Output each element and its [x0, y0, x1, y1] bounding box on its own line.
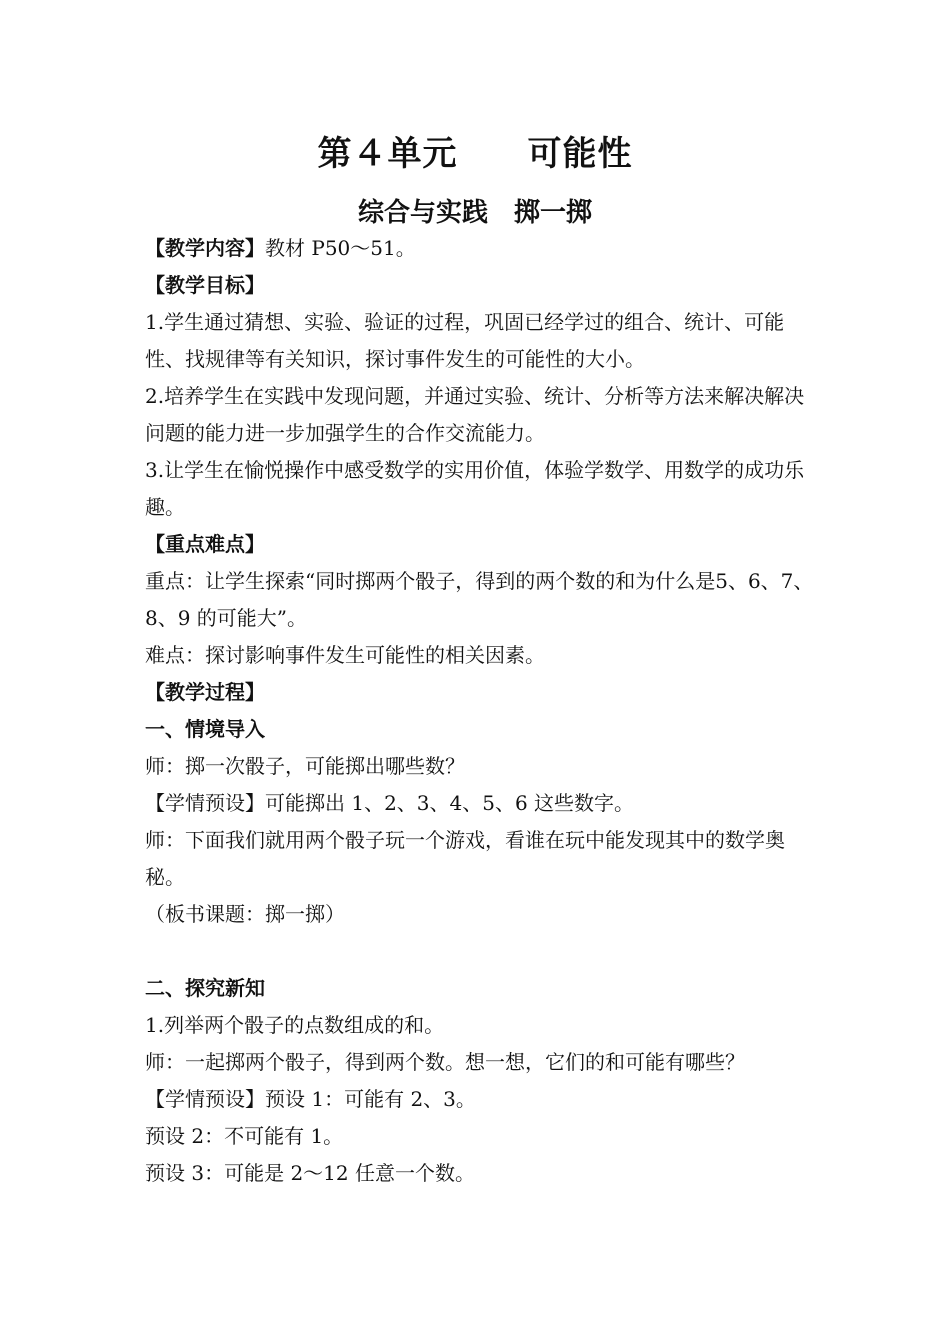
section-heading-explore: 二、探究新知	[145, 976, 265, 1000]
teaching-goals-label: 【教学目标】	[145, 273, 265, 297]
goal-item-1: 1.学生通过猜想、实验、验证的过程，巩固已经学过的组合、统计、可能性、找规律等有关知识，探讨事件发生的可能性的大小。	[145, 310, 785, 371]
intro-line-3: 师：下面我们就用两个骰子玩一个游戏，看谁在玩中能发现其中的数学奥秘。	[145, 828, 785, 889]
intro-line-2: 【学情预设】可能掷出 1、2、3、4、5、6 这些数字。	[145, 791, 635, 815]
blank-line	[145, 933, 815, 970]
teaching-process-label: 【教学过程】	[145, 680, 265, 704]
key-points-label: 【重点难点】	[145, 532, 265, 556]
explore-line-2: 师：一起掷两个骰子，得到两个数。想一想，它们的和可能有哪些？	[145, 1050, 745, 1074]
goal-item-3: 3.让学生在愉悦操作中感受数学的实用价值，体验学数学、用数学的成功乐趣。	[145, 458, 805, 519]
goal-item-2: 2.培养学生在实践中发现问题，并通过实验、统计、分析等方法来解决解决问题的能力进一步加强学生的合作交流能力。	[145, 384, 805, 445]
explore-line-4: 预设 2：不可能有 1。	[145, 1124, 344, 1148]
section-heading-intro: 一、情境导入	[145, 717, 265, 741]
difficult-point: 难点：探讨影响事件发生可能性的相关因素。	[145, 643, 545, 667]
explore-line-3: 【学情预设】预设 1：可能有 2、3。	[145, 1087, 476, 1111]
page-subtitle: 综合与实践 掷一掷	[357, 198, 592, 228]
teaching-content-text: 教材 P50～51。	[265, 236, 416, 260]
explore-line-5: 预设 3：可能是 2～12 任意一个数。	[145, 1161, 475, 1185]
key-point: 重点：让学生探索“同时掷两个骰子，得到的两个数的和为什么是5、6、7、8、9 的可能大”。	[145, 569, 814, 630]
intro-line-4: （板书课题：掷一掷）	[145, 902, 345, 926]
document-body	[145, 230, 815, 1192]
teaching-content	[145, 230, 815, 267]
teaching-content-label: 【教学内容】	[145, 236, 265, 260]
intro-line-1: 师：掷一次骰子，可能掷出哪些数？	[145, 754, 465, 778]
explore-line-1: 1.列举两个骰子的点数组成的和。	[145, 1013, 445, 1037]
page-title: 第４单元 可能性	[317, 134, 633, 174]
